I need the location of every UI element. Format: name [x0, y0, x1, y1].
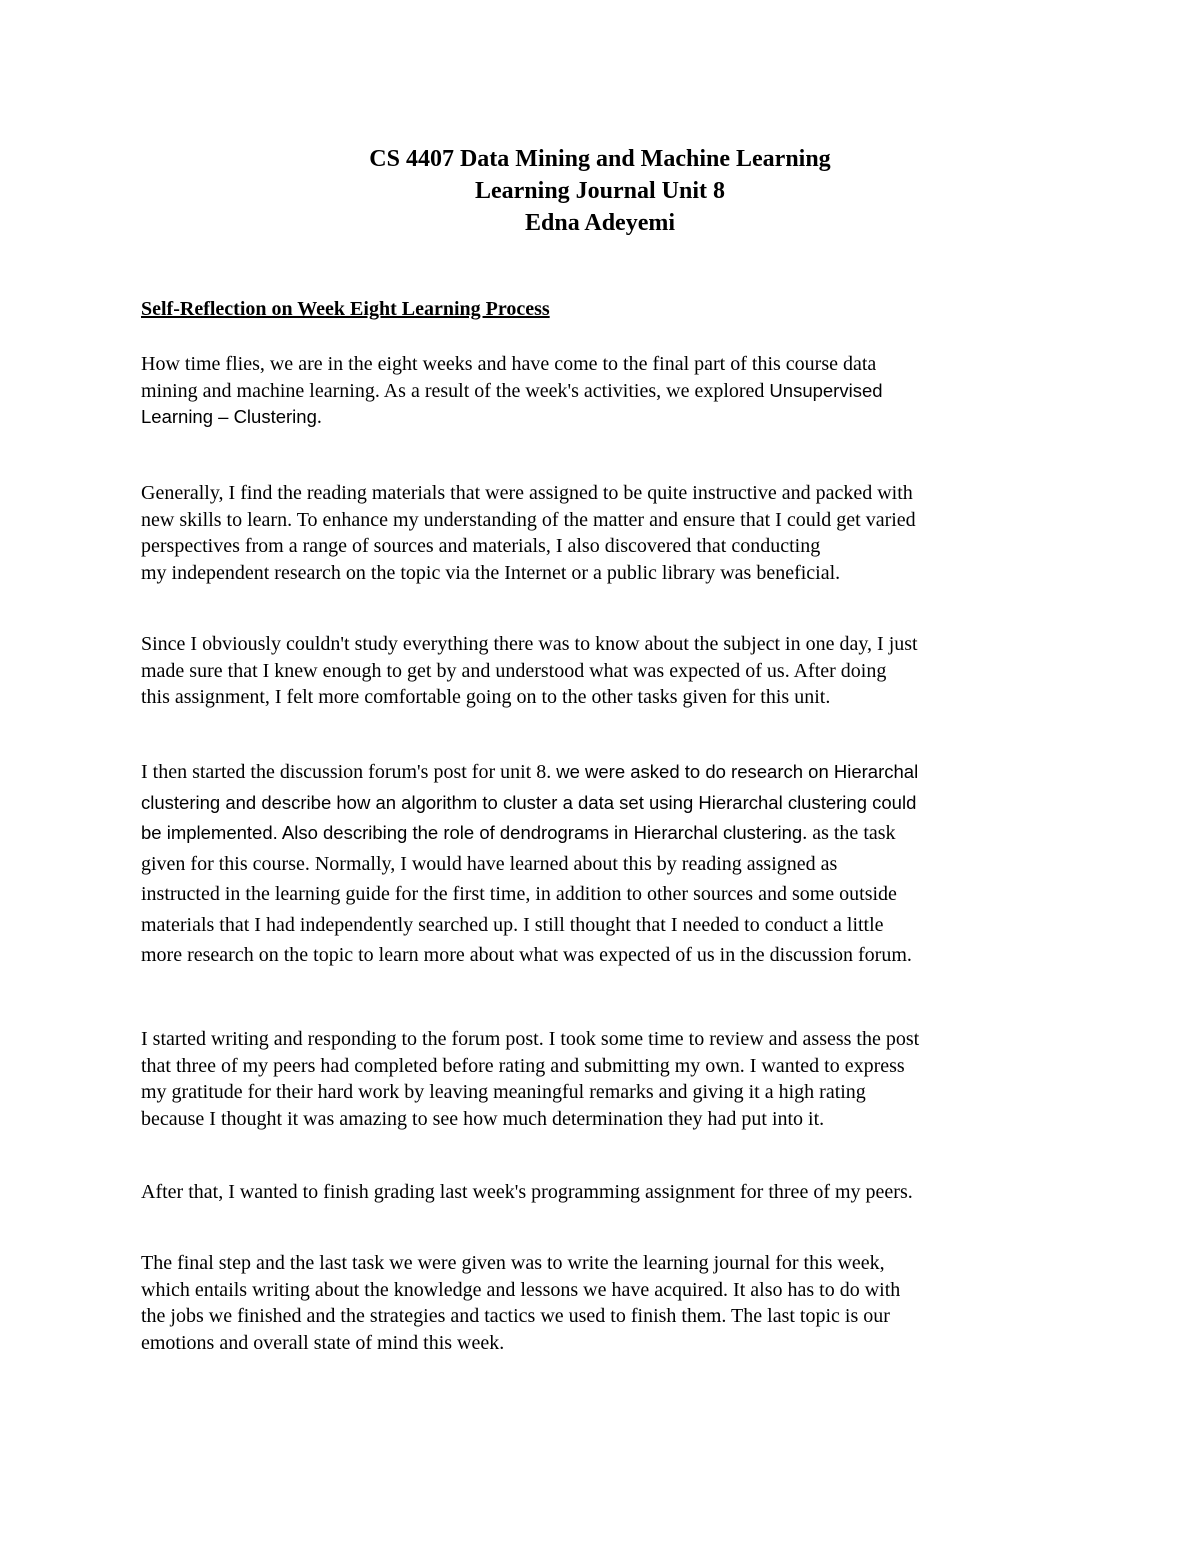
- journal-title: Learning Journal Unit 8: [474, 178, 726, 204]
- paragraph-6: [141, 1179, 1071, 1206]
- paragraph-4: [141, 757, 1071, 971]
- course-title: CS 4407 Data Mining and Machine Learning: [369, 146, 831, 172]
- paragraph-line: because I thought it was amazing to see how much determination they had put into it.: [141, 1107, 825, 1130]
- text-run: I then started the discussion forum's post for unit 8.: [141, 761, 557, 783]
- paragraph-7: [141, 1250, 1071, 1356]
- paragraph-line: [141, 818, 1071, 849]
- paragraph-line: [141, 404, 1071, 431]
- paragraph-line: [141, 757, 1071, 788]
- paragraph-line: After that, I wanted to finish grading last week's programming assignment for three of my peers.: [141, 1181, 913, 1203]
- paragraph-line: given for this course. Normally, I would have learned about this by reading assigned as: [141, 852, 838, 875]
- paragraph-line: clustering and describe how an algorithm to cluster a data set using Hierarchal clustering could: [141, 791, 917, 813]
- paragraph-line: Generally, I find the reading materials that were assigned to be quite instructive and packed with: [141, 482, 913, 504]
- paragraph-line: emotions and overall state of mind this week.: [141, 1331, 505, 1354]
- text-run: . as the task: [802, 822, 896, 844]
- paragraph-line: the jobs we finished and the strategies and tactics we used to finish them. The last topic is our: [141, 1305, 890, 1327]
- paragraph-line: that three of my peers had completed before rating and submitting my own. I wanted to express: [141, 1054, 905, 1077]
- paragraph-line: [141, 378, 1071, 405]
- paragraph-line: my independent research on the topic via the Internet or a public library was beneficial.: [141, 561, 841, 584]
- paragraph-line: perspectives from a range of sources and materials, I also discovered that conducting: [141, 535, 821, 557]
- paragraph-line: more research on the topic to learn more about what was expected of us in the discussion forum.: [141, 944, 912, 966]
- document-title: [0, 143, 1200, 239]
- text-run: mining and machine learning. As a result of the week's activities, we explored: [141, 379, 770, 402]
- paragraph-line: this assignment, I felt more comfortable going on to the other tasks given for this unit.: [141, 686, 831, 708]
- paragraph-line: which entails writing about the knowledge and lessons we have acquired. It also has to do with: [141, 1278, 901, 1301]
- paragraph-line: materials that I had independently searched up. I still thought that I needed to conduct a little: [141, 913, 884, 936]
- text-run: Unsupervised: [769, 379, 883, 401]
- text-run: be implemented. Also describing the role of dendrograms in Hierarchal clustering: [141, 822, 803, 843]
- paragraph-line: The final step and the last task we were given was to write the learning journal for this week,: [141, 1252, 885, 1274]
- paragraph-line: my gratitude for their hard work by leaving meaningful remarks and giving it a high rating: [141, 1081, 866, 1103]
- paragraph-3: [141, 631, 1071, 711]
- section-heading: Self-Reflection on Week Eight Learning Process: [141, 298, 550, 320]
- paragraph-line: instructed in the learning guide for the first time, in addition to other sources and some outside: [141, 883, 897, 905]
- paragraph-line: new skills to learn. To enhance my understanding of the matter and ensure that I could get varied: [141, 508, 916, 531]
- paragraph-line: made sure that I knew enough to get by and understood what was expected of us. After doing: [141, 659, 887, 682]
- text-run: .: [316, 406, 322, 428]
- paragraph-1: [141, 351, 1071, 431]
- text-run: we were asked to do research on Hierarchal: [556, 761, 919, 782]
- paragraph-2: [141, 480, 1071, 586]
- paragraph-line: Since I obviously couldn't study everything there was to know about the subject in one day, I just: [141, 633, 918, 655]
- paragraph-line: I started writing and responding to the forum post. I took some time to review and assess the post: [141, 1028, 920, 1050]
- text-run: Learning – Clustering: [141, 406, 317, 427]
- paragraph-line: How time flies, we are in the eight weeks and have come to the final part of this course data: [141, 353, 877, 375]
- paragraph-5: [141, 1026, 1071, 1132]
- author-name: Edna Adeyemi: [524, 210, 676, 236]
